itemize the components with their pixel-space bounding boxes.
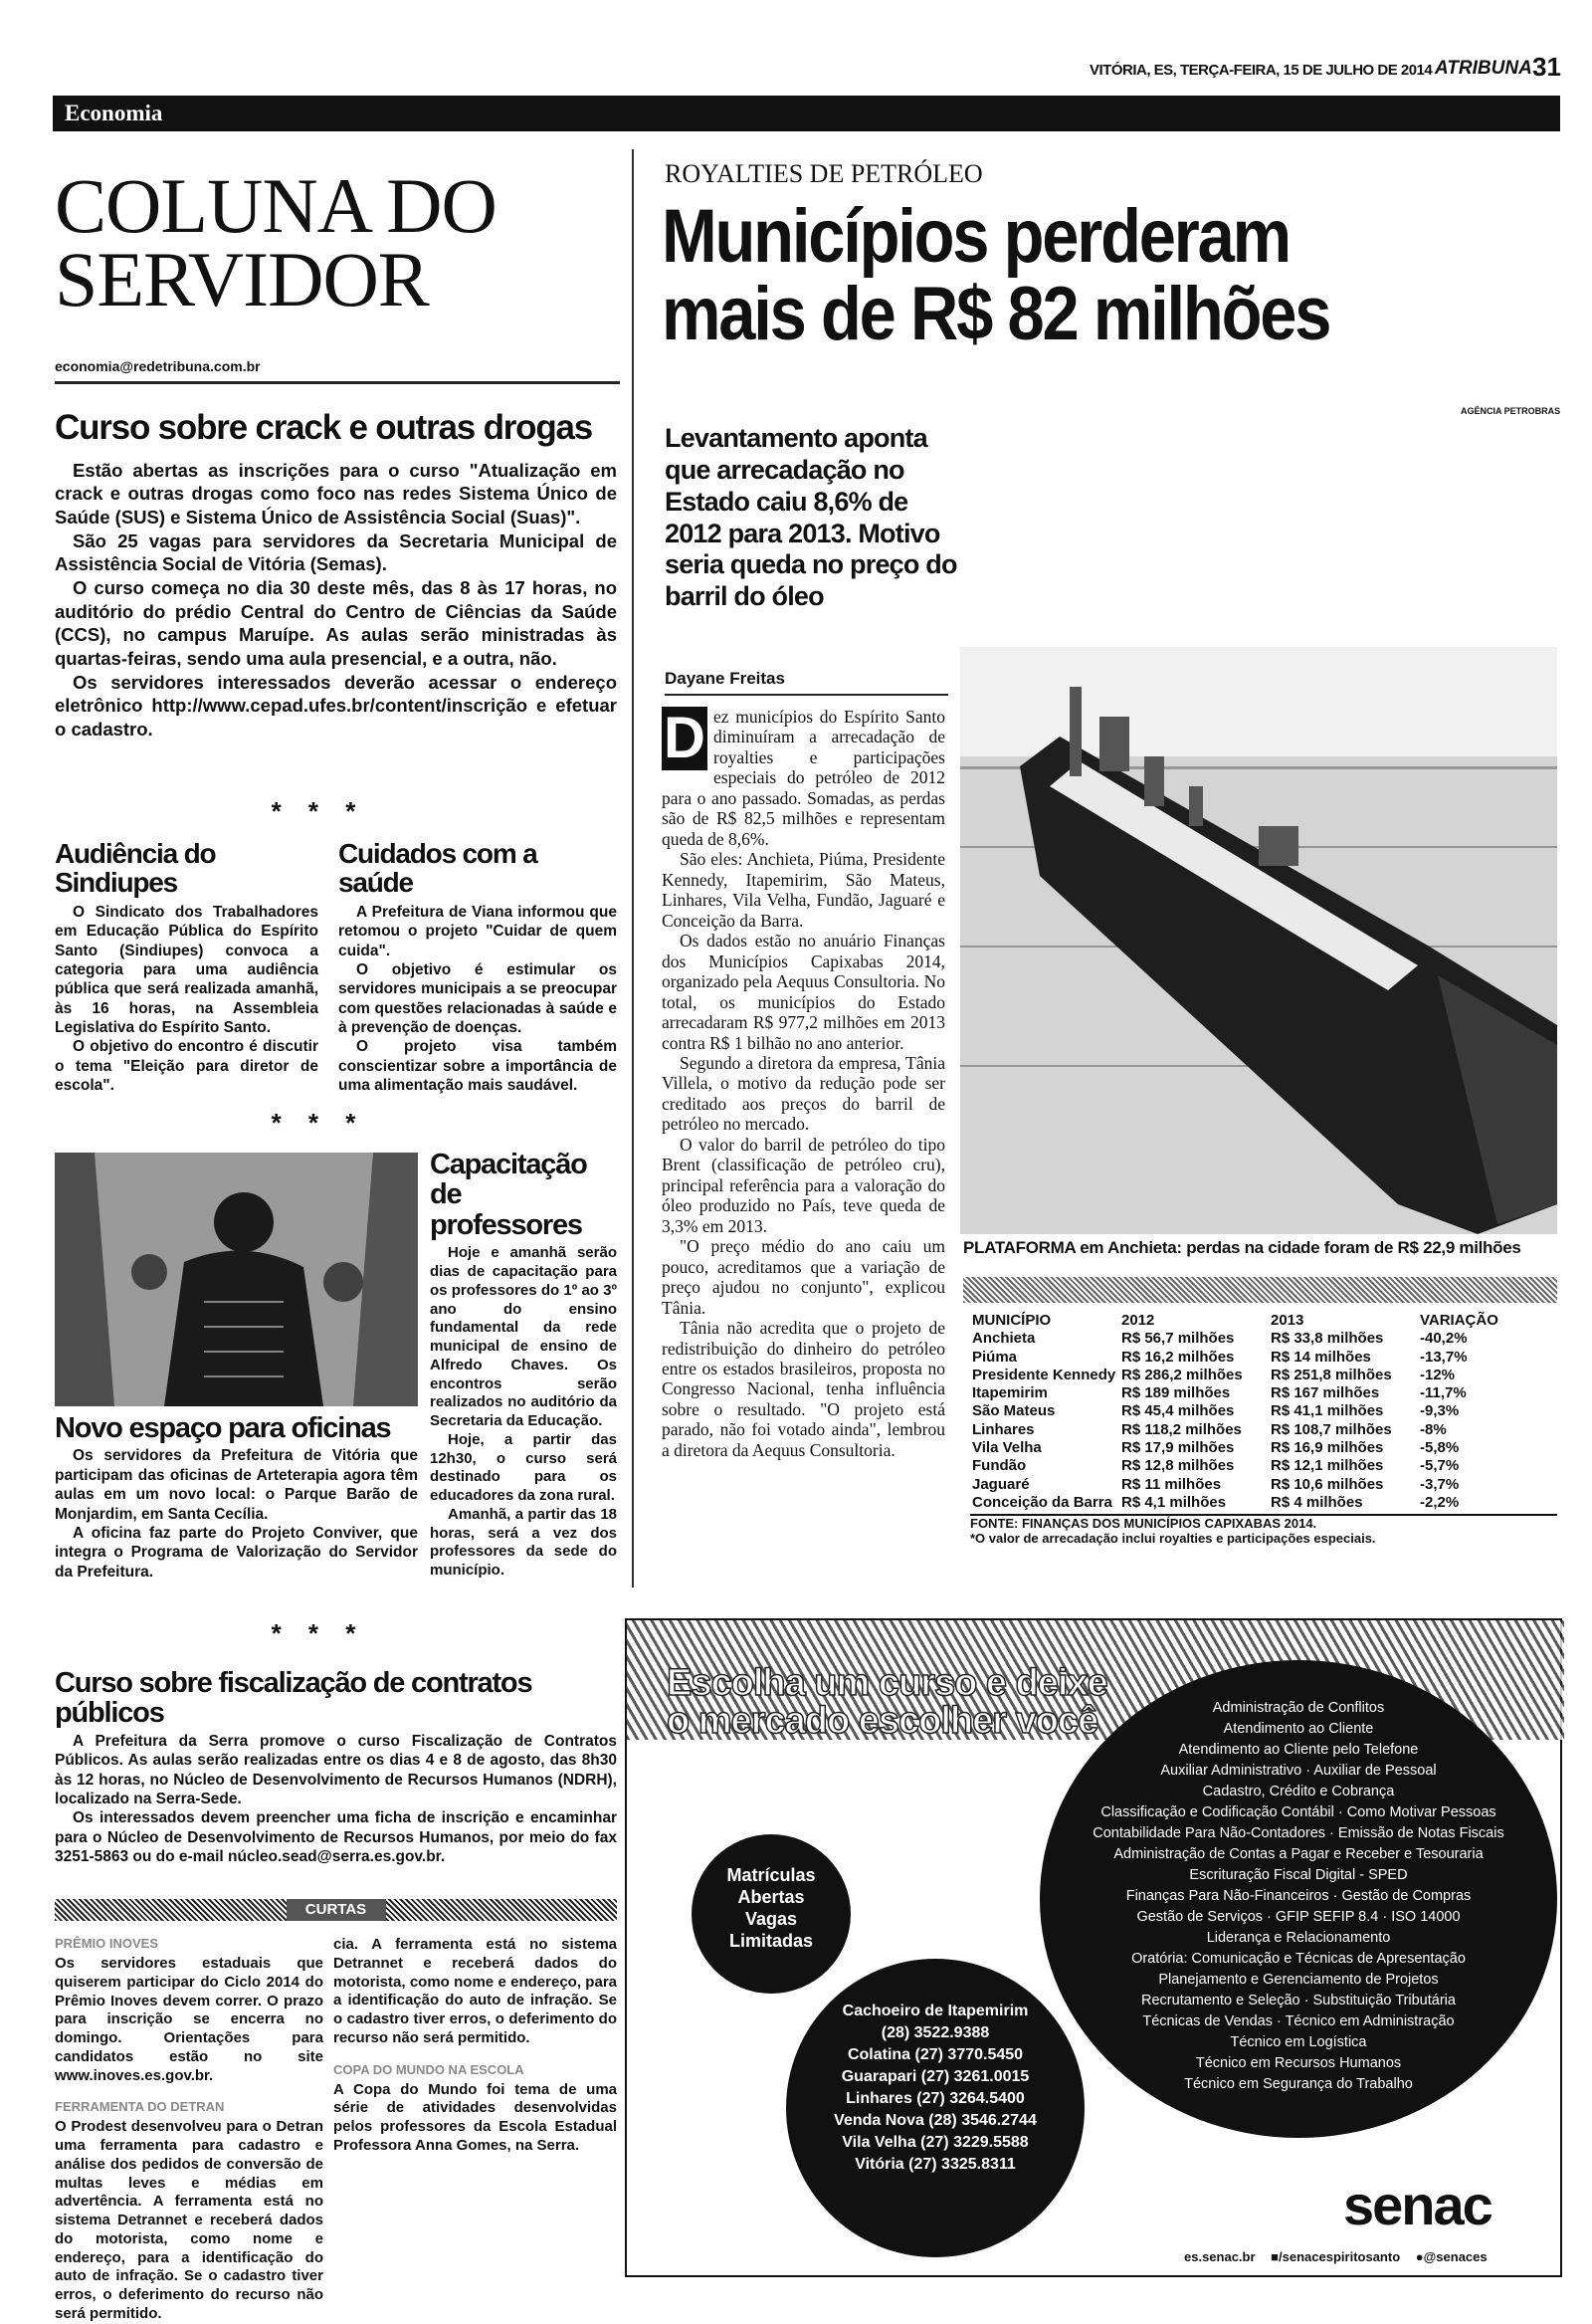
paragraph: O Prodest desenvolveu para o Detran uma ferramenta para cadastro e análise dos pedidos de conversão de multas leves e médias em advertência. A ferramenta está no sistema Detrannet e receberá dados do motorista, como nome e endereço, para a identificação do auto de infração. Se o cadastro tiver erros, o deferimento do recurso não será permitido. <box>55 2118 323 2322</box>
table-cell: São Mateus <box>972 1402 1056 1420</box>
curtas-subhead: FERRAMENTA DO DETRAN <box>55 2099 225 2115</box>
paragraph: O projeto visa também conscientizar sobre a importância de uma alimentação mais saudável. <box>338 1038 617 1095</box>
separator-stars: * * * <box>271 1618 366 1648</box>
paragraph: Os servidores estaduais que quiserem participar do Ciclo 2014 do Prêmio Inoves devem correr. O prazo para inscrição se encerra no domingo. Orientações para candidatos estão no site www.inoves.es.gov.br. <box>55 1955 323 2084</box>
course-item: Atendimento ao Cliente pelo Telefone <box>1178 1742 1419 1758</box>
table-cell: R$ 12,1 milhões <box>1271 1457 1384 1475</box>
oficinas-article <box>55 1413 418 1582</box>
saude-article <box>338 839 617 1096</box>
table-cell: R$ 41,1 milhões <box>1271 1402 1384 1420</box>
fiscalizacao-title: Curso sobre fiscalização de contratos públicos <box>55 1667 532 1730</box>
course-item: Gestão de Serviços · GFIP SEFIP 8.4 · ISO 14000 <box>1136 1909 1461 1925</box>
paragraph: A Copa do Mundo foi tema de uma série de atividades desenvolvidas pelos professores da Escola Estadual Professora Anna Gomes, na Serra. <box>333 2080 617 2154</box>
course-item: Cadastro, Crédito e Cobrança <box>1202 1784 1395 1799</box>
ad-footer: es.senac.br ■/senacespiritosanto ●@senaces <box>1184 2249 1488 2264</box>
table-cell: R$ 167 milhões <box>1271 1384 1380 1402</box>
course-item: Contabilidade Para Não-Contadores · Emissão de Notas Fiscais <box>1093 1825 1504 1841</box>
saude-title: Cuidados com a saúde <box>338 838 537 899</box>
phone-list <box>786 2001 1085 2176</box>
table-cell: -40,2% <box>1420 1330 1468 1348</box>
course-list <box>1065 1698 1532 2095</box>
workshop-photo <box>55 1153 418 1406</box>
table-cell: R$ 108,7 milhões <box>1271 1420 1392 1438</box>
table-row <box>970 1367 1557 1384</box>
byline: Dayane Freitas <box>665 669 785 688</box>
course-item: Atendimento ao Cliente <box>1223 1721 1374 1737</box>
rule <box>55 381 620 384</box>
phone-item: Colatina (27) 3770.5450 <box>847 2046 1024 2063</box>
photo-caption <box>963 1238 1560 1258</box>
paragraph: Os servidores da Prefeitura de Vitória que participam das oficinas de Arteterapia agora têm aulas em um novo local: o Parque Barão de Monjardim, em Santa Cecília. <box>55 1447 418 1523</box>
badge-line: Limitadas <box>728 1931 814 1951</box>
paragraph: Os interessados devem preencher uma ficha de inscrição e encaminhar para o Núcleo de Desenvolvimento de Recursos Humanos, por meio do fax 3251-5863 ou do e-mail núcleo.sead@serra.es.gov.br. <box>55 1809 617 1866</box>
paragraph: A Prefeitura da Serra promove o curso Fiscalização de Contratos Públicos. As aulas serão realizadas entre os dias 4 e 8 de agosto, das 8h30 às 12 horas, no Núcleo de Desenvolvimento de Recursos Humanos (NDRH), localizado na Serra-Sede. <box>55 1732 617 1807</box>
table-source: FONTE: FINANÇAS DOS MUNICÍPIOS CAPIXABAS 2014. <box>970 1516 1317 1532</box>
phone-item: Guarapari (27) 3261.0015 <box>841 2068 1030 2085</box>
curtas-label: CURTAS <box>287 1899 386 1921</box>
paragraph: O valor do barril de petróleo do tipo Brent (classificação de petróleo cru), principal referência para a valoração do óleo produzido no País, teve queda de 3,3% em 2013. <box>662 1134 945 1236</box>
table-cell: Presidente Kennedy <box>972 1366 1116 1383</box>
table-row <box>970 1494 1557 1512</box>
course-item: Escrituração Fiscal Digital - SPED <box>1189 1867 1408 1883</box>
sindiupes-title: Audiência do Sindiupes <box>55 838 216 899</box>
table-cell: R$ 251,8 milhões <box>1271 1366 1392 1383</box>
table-cell: R$ 17,9 milhões <box>1121 1439 1235 1457</box>
course-item: Técnicas de Vendas · Técnico em Administração <box>1142 2013 1455 2029</box>
paragraph: O curso começa no dia 30 deste mês, das 8 às 17 horas, no auditório do prédio Central do Centro de Ciências da Saúde (CCS), no campus Maruípe. As aulas serão ministradas às quartas-feiras, sendo uma aula presencial, e a outra, não. <box>55 577 617 670</box>
section-bar <box>53 96 1560 131</box>
sindiupes-article <box>55 839 318 1096</box>
separator-stars: * * * <box>271 796 366 826</box>
table-header: 2012 <box>1121 1312 1155 1329</box>
drop-cap: D <box>662 707 707 770</box>
table-cell: R$ 56,7 milhões <box>1121 1330 1235 1348</box>
table-cell: R$ 45,4 milhões <box>1121 1402 1235 1420</box>
course-item: Técnico em Recursos Humanos <box>1195 2055 1402 2071</box>
course-item: Técnico em Logística <box>1230 2034 1367 2050</box>
table-cell: Jaguaré <box>972 1475 1030 1493</box>
table-cell: Anchieta <box>972 1330 1036 1348</box>
table-row <box>970 1457 1557 1475</box>
table-cell: -9,3% <box>1420 1402 1460 1420</box>
table-row <box>970 1476 1557 1494</box>
table-header: VARIAÇÃO <box>1420 1312 1498 1329</box>
paragraph: Hoje e amanhã serão dias de capacitação para os professores do 1º ao 3º ano do ensino fundamental da rede municipal de ensino de Alfredo Chaves. Os encontros serão realizados no auditório da Secretaria da Educação. <box>430 1244 617 1430</box>
ad-headline <box>667 1664 1107 1740</box>
dateline: VITÓRIA, ES, TERÇA-FEIRA, 15 DE JULHO DE 2014 <box>1090 62 1433 79</box>
table-row <box>970 1439 1557 1457</box>
table-cell: R$ 189 milhões <box>1121 1384 1231 1402</box>
separator-stars: * * * <box>271 1108 366 1138</box>
paragraph: Estão abertas as inscrições para o curso "Atualização em crack e outras drogas como foco nas redes Sistema Único de Saúde (SUS) e Sistema Único de Assistência Social (Suas)". <box>55 459 617 528</box>
phone-item: Cachoeiro de Itapemirim <box>842 2003 1029 2019</box>
byline-rule <box>665 694 948 696</box>
crack-title: Curso sobre crack e outras drogas <box>55 408 593 447</box>
table-cell: R$ 16,2 milhões <box>1121 1348 1235 1366</box>
table-cell: Itapemirim <box>972 1384 1048 1402</box>
photo-credit: AGÊNCIA PETROBRAS <box>1461 406 1561 416</box>
table-cell: -2,2% <box>1420 1493 1460 1511</box>
curtas-subhead: PRÊMIO INOVES <box>55 1936 159 1951</box>
curtas-subhead: COPA DO MUNDO NA ESCOLA <box>333 2061 524 2077</box>
course-item: Recrutamento e Seleção · Substituição Tributária <box>1141 1993 1456 2008</box>
table-cell: R$ 10,6 milhões <box>1271 1475 1384 1493</box>
paragraph: A oficina faz parte do Projeto Conviver, que integra o Programa de Valorização do Servidor da Prefeitura. <box>55 1524 418 1581</box>
fiscalizacao-article <box>55 1668 617 1867</box>
phone-item: Vitória (27) 3325.8311 <box>855 2156 1016 2173</box>
caption-rest: perdas na cidade foram de R$ 22,9 milhões <box>1181 1238 1521 1257</box>
enroll-badge <box>692 1834 851 1994</box>
table-header-row <box>970 1312 1557 1330</box>
table-header: MUNICÍPIO <box>972 1312 1052 1329</box>
story-body <box>662 707 945 1460</box>
table-cell: Vila Velha <box>972 1439 1042 1457</box>
table-cell: R$ 4 milhões <box>1271 1493 1363 1511</box>
paper-name: ATRIBUNA <box>1435 58 1532 79</box>
capacitacao-title-line1: Capacitação <box>430 1149 587 1180</box>
table-cell: Fundão <box>972 1457 1027 1475</box>
column-email[interactable]: economia@redetribuna.com.br <box>55 358 261 374</box>
table-cell: -11,7% <box>1420 1384 1467 1402</box>
course-item: Planejamento e Gerenciamento de Projetos <box>1158 1972 1439 1988</box>
table-note: *O valor de arrecadação inclui royalties e participações especiais. <box>970 1531 1376 1547</box>
curtas-col2 <box>333 1936 617 2156</box>
paragraph: O objetivo do encontro é discutir o tema "Eleição para diretor de escola". <box>55 1038 318 1095</box>
paragraph: Amanhã, a partir das 18 horas, será a vez dos professores da sede do município. <box>430 1505 617 1580</box>
badge-line: Vagas <box>744 1909 798 1929</box>
data-table <box>970 1312 1557 1546</box>
curtas-col1 <box>55 1936 323 2322</box>
column-title-line1: COLUNA DO <box>55 162 497 249</box>
headline-line2: mais de R$ 82 milhões <box>662 272 1330 356</box>
table-cell: R$ 16,9 milhões <box>1271 1439 1384 1457</box>
table-cell: R$ 11 milhões <box>1121 1475 1222 1493</box>
curtas-bar <box>55 1899 617 1921</box>
phone-item: Venda Nova (28) 3546.2744 <box>834 2112 1037 2129</box>
crack-article <box>55 410 617 741</box>
paragraph: Tânia não acredita que o projeto de redistribuição do dinheiro do petróleo entre os estados brasileiros, proposta no Congresso Nacional, tenha influência sobre o resultado. "O projeto está parado, não foi votado ainda", lembrou a diretora da Aequus Consultoria. <box>662 1318 945 1460</box>
table-cell: Linhares <box>972 1420 1035 1438</box>
table-cell: R$ 33,8 milhões <box>1271 1330 1384 1348</box>
table-row <box>970 1330 1557 1348</box>
table-cell: -5,8% <box>1420 1439 1460 1457</box>
senac-ad <box>625 1618 1562 2277</box>
platform-photo-graphic <box>960 647 1557 1234</box>
oficinas-title: Novo espaço para oficinas <box>55 1412 391 1444</box>
course-item: Oratória: Comunicação e Técnicas de Apresentação <box>1131 1951 1466 1967</box>
twitter-link[interactable]: @senaces <box>1423 2249 1488 2264</box>
paragraph: O objetivo é estimular os servidores municipais a se preocupar com questões relacionadas à saúde e à prevenção de doenças. <box>338 960 617 1037</box>
table-cell: Conceição da Barra <box>972 1493 1112 1511</box>
paragraph: Hoje, a partir das 12h30, o curso será destinado para os educadores da zona rural. <box>430 1430 617 1505</box>
badge-line: Abertas <box>737 1887 805 1907</box>
headline <box>662 194 1557 356</box>
paragraph: Os servidores interessados deverão acessar o endereço eletrônico http://www.cepad.ufes.br/content/inscrição e efetuar o cadastro. <box>55 671 617 740</box>
capacitacao-title-line2: de professores <box>430 1178 582 1241</box>
course-item: Classificação e Codificação Contábil · Como Motivar Pessoas <box>1100 1804 1496 1820</box>
table-cell: Piúma <box>972 1348 1018 1366</box>
table-cell: R$ 12,8 milhões <box>1121 1457 1235 1475</box>
course-item: Auxiliar Administrativo · Auxiliar de Pessoal <box>1160 1763 1437 1779</box>
headline-line1: Municípios perderam <box>662 194 1290 279</box>
column-title-line2: SERVIDOR <box>55 236 429 323</box>
course-item: Liderança e Relacionamento <box>1206 1930 1391 1946</box>
course-item: Técnico em Segurança do Trabalho <box>1184 2076 1413 2092</box>
table-row <box>970 1349 1557 1367</box>
section-label: Economia <box>65 101 163 125</box>
column-divider <box>632 149 634 1587</box>
table-cell: R$ 118,2 milhões <box>1121 1420 1242 1438</box>
paragraph: Os dados estão no anuário Finanças dos Municípios Capixabas 2014, organizado pela Aequus Consultoria. No total, os municípios do Estado arrecadaram R$ 977,2 milhões em 2013 contra R$ 1 bilhão no ano anterior. <box>662 931 945 1053</box>
phone-item: Linhares (27) 3264.5400 <box>846 2090 1025 2107</box>
table-cell: -5,7% <box>1420 1457 1460 1475</box>
facebook-link[interactable]: /senacespiritosanto <box>1279 2249 1401 2264</box>
table-cell: -3,7% <box>1420 1475 1460 1493</box>
table-cell: -8% <box>1420 1420 1447 1438</box>
table-row <box>970 1384 1557 1402</box>
table-cell: R$ 4,1 milhões <box>1121 1493 1227 1511</box>
paragraph: O Sindicato dos Trabalhadores em Educação Pública do Espírito Santo (Sindiupes) convoca a categoria para uma audiência pública que será realizada amanhã, às 16 horas, na Assembleia Legislativa do Espírito Santo. <box>55 903 318 1037</box>
capacitacao-article <box>430 1150 617 1581</box>
paragraph: "O preço médio do ano caiu um pouco, acreditamos que a variação de preço ajudou no conjunto", explicou Tânia. <box>662 1236 945 1318</box>
ad-headline-line1: Escolha um curso e deixe <box>667 1662 1107 1704</box>
table-cell: -13,7% <box>1420 1348 1468 1366</box>
senac-logo: senac <box>1343 2174 1492 2236</box>
table-cell: R$ 286,2 milhões <box>1121 1366 1243 1383</box>
table-cell: -12% <box>1420 1366 1456 1383</box>
course-item: Administração de Conflitos <box>1212 1700 1385 1716</box>
table-row <box>970 1421 1557 1439</box>
paragraph: São eles: Anchieta, Piúma, Presidente Kennedy, Itapemirim, São Mateus, Linhares, Vila Velha, Fundão, Jaguaré e Conceição da Barra. <box>662 849 945 931</box>
badge-line: Matrículas <box>726 1865 816 1885</box>
table-bar <box>963 1277 1557 1303</box>
column-title <box>55 162 622 323</box>
paragraph: Segundo a diretora da empresa, Tânia Villela, o motivo da redução pode ser creditado aos preços do barril de petróleo no mercado. <box>662 1052 945 1135</box>
page-number: 31 <box>1532 52 1561 82</box>
paragraph: cia. A ferramenta está no sistema Detrannet e receberá dados do motorista, como nome e endereço, para a identificação do auto de infração. Se o cadastro tiver erros, o deferimento do recurso não será permitido. <box>333 1936 617 2046</box>
paragraph: A Prefeitura de Viana informou que retomou o projeto "Cuidar de quem cuida". <box>338 903 617 959</box>
kicker: ROYALTIES DE PETRÓLEO <box>665 159 983 188</box>
phone-item: Vila Velha (27) 3229.5588 <box>842 2134 1029 2151</box>
phone-item: (28) 3522.9388 <box>881 2024 990 2041</box>
table-header: 2013 <box>1271 1312 1304 1329</box>
workshop-photo-graphic <box>55 1153 418 1406</box>
site-link[interactable]: es.senac.br <box>1184 2249 1256 2264</box>
paragraph: São 25 vagas para servidores da Secretaria Municipal de Assistência Social de Vitória (Semas). <box>55 529 617 575</box>
platform-photo <box>960 647 1557 1234</box>
deck: Levantamento aponta que arrecadação no Estado caiu 8,6% de 2012 para 2013. Motivo seria queda no preço do barril do óleo <box>665 423 957 612</box>
course-item: Finanças Para Não-Financeiros · Gestão de Compras <box>1125 1888 1472 1904</box>
course-item: Administração de Contas a Pagar e Receber e Tesouraria <box>1113 1846 1484 1862</box>
paragraph: ez municípios do Espírito Santo diminuíram a arrecadação de royalties e participações especiais do petróleo de 2012 para o ano passado. Somadas, as perdas são de R$ 82,5 milhões e representam queda de 8,6%. <box>662 707 945 849</box>
caption-bold: PLATAFORMA em Anchieta: <box>963 1238 1182 1257</box>
table-cell: R$ 14 milhões <box>1271 1348 1371 1366</box>
table-row <box>970 1402 1557 1420</box>
ad-headline-line2: o mercado escolher você <box>667 1700 1098 1742</box>
